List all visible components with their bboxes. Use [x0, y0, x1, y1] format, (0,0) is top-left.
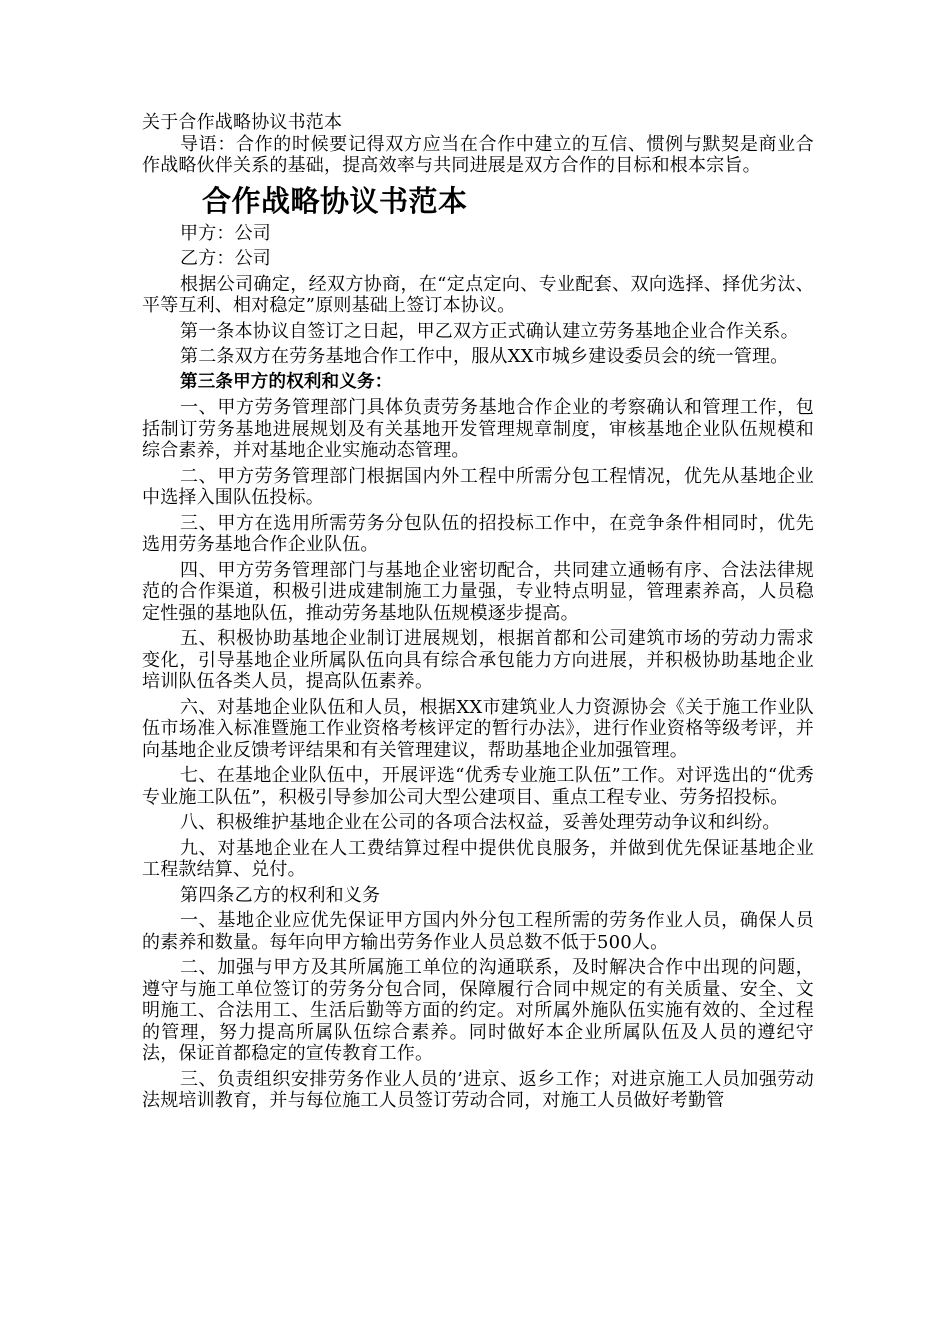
- article-4-item: 三、负责组织安排劳务作业人员的’进京、返乡工作；对进京施工人员加强劳动法规培训教育，并与每位施工人员签订劳动合同，对施工人员做好考勤管: [142, 1068, 814, 1111]
- article-4-item: 一、基地企业应优先保证甲方国内外分包工程所需的劳务作业人员，确保人员的素养和数量。每年向甲方输出劳务作业人员总数不低于500人。: [142, 910, 814, 953]
- article-3-item: 七、在基地企业队伍中，开展评选“优秀专业施工队伍”工作。对评选出的“优秀专业施工队伍”，积极引导参加公司大型公建项目、重点工程专业、劳务招投标。: [142, 765, 814, 808]
- main-title: 合作战略协议书范本: [202, 183, 468, 218]
- article-2: 第二条双方在劳务基地合作工作中，服从XX市城乡建设委员会的统一管理。: [180, 346, 789, 367]
- party-a-line: 甲方：公司: [180, 222, 271, 244]
- article-3-item: 八、积极维护基地企业在公司的各项合法权益，妥善处理劳动争议和纠纷。: [180, 812, 781, 833]
- document-page: [142, 112, 814, 1112]
- article-3-item: 五、积极协助基地企业制订进展规划，根据首都和公司建筑市场的劳动力需求变化，引导基地企业所属队伍向具有综合承包能力方向进展，并积极协助基地企业培训队伍各类人员，提高队伍素养。: [142, 628, 814, 692]
- article-3-item: 四、甲方劳务管理部门与基地企业密切配合，共同建立通畅有序、合法法律规范的合作渠道，积极引进成建制施工力量强，专业特点明显，管理素养高，人员稳定性强的基地队伍，推动劳务基地队伍规模逐步提高。: [142, 559, 814, 624]
- article-3-item: 九、对基地企业在人工费结算过程中提供优良服务，并做到优先保证基地企业工程款结算、兑付。: [142, 837, 814, 880]
- article-3-item: 六、对基地企业队伍和人员，根据XX市建筑业人力资源协会《关于施工作业队伍市场准入标准暨施工作业资格考核评定的暂行办法》，进行作业资格等级考评，并向基地企业反馈考评结果和有关管理建议，帮助基地企业加强管理。: [142, 696, 814, 761]
- intro-paragraph: 导语：合作的时候要记得双方应当在合作中建立的互信、惯例与默契是商业合作战略伙伴关系的基础，提高效率与共同进展是双方合作的目标和根本宗旨。: [142, 133, 814, 176]
- article-1: 第一条本协议自签订之日起，甲乙双方正式确认建立劳务基地企业合作关系。: [180, 320, 799, 342]
- article-3-heading: 第三条甲方的权利和义务：: [180, 371, 393, 392]
- article-3-item: 二、甲方劳务管理部门根据国内外工程中所需分包工程情况，优先从基地企业中选择入围队伍投标。: [142, 465, 814, 508]
- article-3-item: 一、甲方劳务管理部门具体负责劳务基地合作企业的考察确认和管理工作，包括制订劳务基地进展规划及有关基地开发管理规章制度，审核基地企业队伍规模和综合素养，并对基地企业实施动态管理。: [142, 397, 814, 461]
- article-4-heading: 第四条乙方的权利和义务: [180, 884, 381, 906]
- article-4-item: 二、加强与甲方及其所属施工单位的沟通联系，及时解决合作中出现的问题，遵守与施工单位签订的劳务分包合同，保障履行合同中规定的有关质量、安全、文明施工、合法用工、生活后勤等方面的约定。对所属外施队伍实施有效的、全过程的管理，努力提高所属队伍综合素养。同时做好本企业所属队伍及人员的遵纪守法，保证首都稳定的宣传教育工作。: [142, 957, 814, 1064]
- document-heading: 关于合作战略协议书范本: [142, 112, 343, 133]
- preamble-paragraph: 根据公司确定，经双方协商，在“定点定向、专业配套、双向选择、择优劣汰、平等互利、相对稳定”原则基础上签订本协议。: [142, 273, 814, 316]
- article-3-item: 三、甲方在选用所需劳务分包队伍的招投标工作中，在竞争条件相同时，优先选用劳务基地合作企业队伍。: [142, 512, 814, 555]
- party-b-line: 乙方：公司: [180, 248, 271, 269]
